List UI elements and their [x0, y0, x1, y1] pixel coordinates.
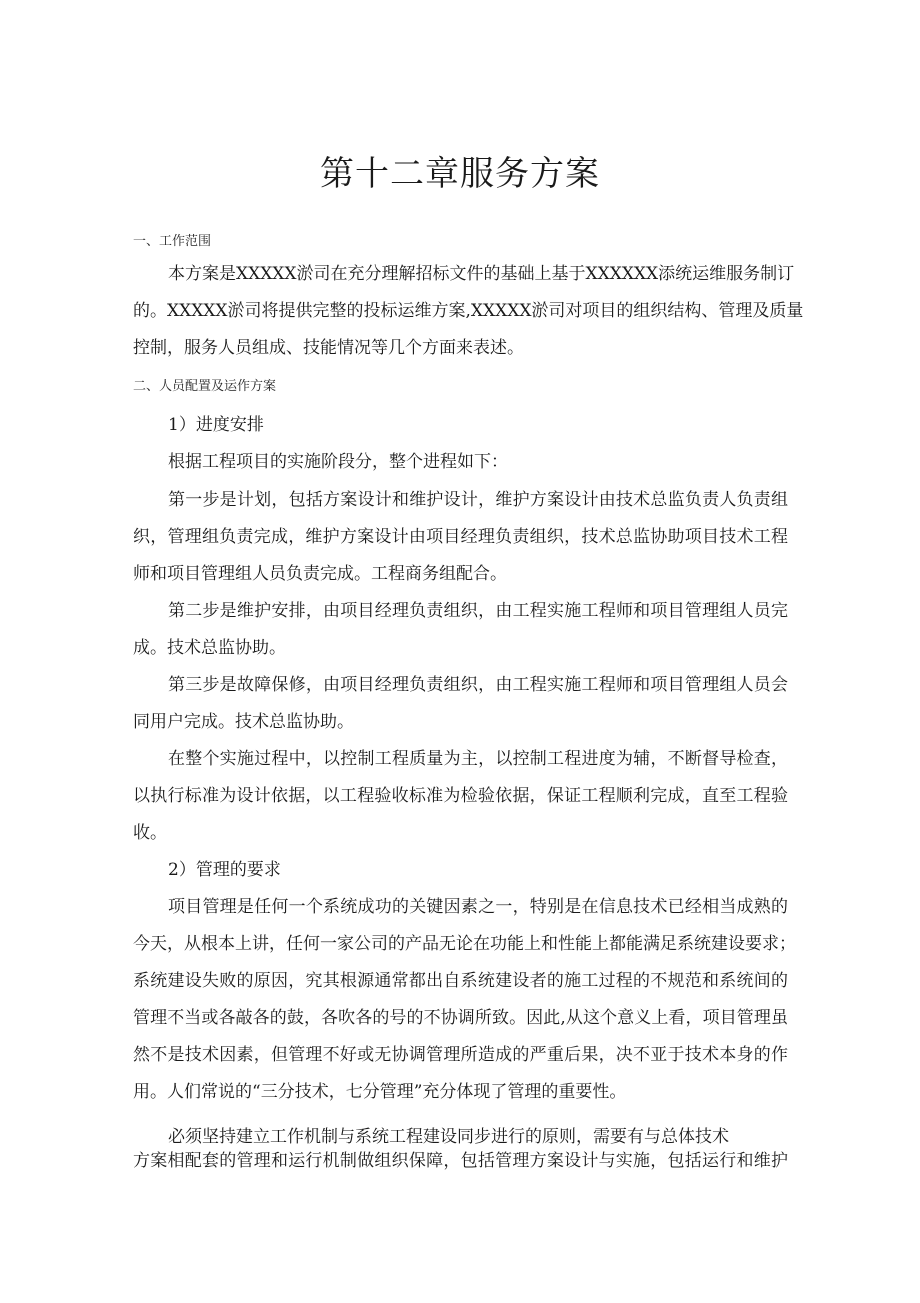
paragraph-line: 织，管理组负责完成，维护方案设计由项目经理负责组织，技术总监协助项目技术工程	[133, 527, 788, 547]
paragraph-line: 在整个实施过程中，以控制工程质量为主，以控制工程进度为辅，不断督导检查，	[168, 749, 788, 769]
paragraph-line: 本方案是XXXXX淤司在充分理解招标文件的基础上基于XXXXXX添统运维服务制订	[168, 264, 795, 284]
section-heading-staffing: 二、人员配置及运作方案	[133, 379, 277, 394]
chapter-title: 第十二章服务方案	[320, 154, 600, 194]
paragraph-line: 项目管理是任何一个系统成功的关键因素之一，特别是在信息技术已经相当成熟的	[168, 897, 788, 917]
paragraph-line: 同用户完成。技术总监协助。	[133, 712, 354, 732]
subheading-management: 2）管理的要求	[168, 860, 281, 880]
subheading-schedule: 1）进度安排	[168, 415, 264, 435]
section-heading-work-scope: 一、工作范围	[133, 234, 212, 249]
paragraph-line: 第二步是维护安排，由项目经理负责组织，由工程实施工程师和项目管理组人员完	[168, 601, 788, 621]
paragraph-line: 第一步是计划，包括方案设计和维护设计，维护方案设计由技术总监负责人负责组	[168, 490, 788, 510]
paragraph-line: 第三步是故障保修，由项目经理负责组织，由工程实施工程师和项目管理组人员会	[168, 675, 788, 695]
paragraph-line: 收。	[133, 823, 167, 843]
paragraph-line: 师和项目管理组人员负责完成。工程商务组配合。	[133, 564, 507, 584]
paragraph-line: 的。XXXXX淤司将提供完整的投标运维方案,XXXXX淤司对项目的组织结构、管理及质量	[133, 301, 804, 321]
paragraph-line: 成。技术总监协助。	[133, 638, 286, 658]
paragraph-line: 管理不当或各敲各的鼓，各吹各的号的不协调所致。因此,从这个意义上看，项目管理虽	[133, 1008, 788, 1028]
paragraph-line: 必须坚持建立工作机制与系统工程建设同步进行的原则，需要有与总体技术	[168, 1127, 729, 1147]
paragraph-line: 今天，从根本上讲，任何一家公司的产品无论在功能上和性能上都能满足系统建设要求；	[133, 934, 796, 954]
paragraph-line: 方案相配套的管理和运行机制做组织保障，包括管理方案设计与实施，包括运行和维护	[133, 1151, 788, 1171]
paragraph-line: 以执行标准为设计依据，以工程验收标准为检验依据，保证工程顺利完成，直至工程验	[133, 786, 788, 806]
paragraph-line: 根据工程项目的实施阶段分，整个进程如下：	[168, 452, 508, 472]
paragraph-line: 系统建设失败的原因，究其根源通常都出自系统建设者的施工过程的不规范和系统间的	[133, 971, 788, 991]
paragraph-line: 用。人们常说的“三分技术，七分管理”充分体现了管理的重要性。	[133, 1082, 627, 1102]
paragraph-line: 然不是技术因素，但管理不好或无协调管理所造成的严重后果，决不亚于技术本身的作	[133, 1045, 788, 1065]
paragraph-line: 控制，服务人员组成、技能情况等几个方面来表述。	[133, 338, 524, 358]
